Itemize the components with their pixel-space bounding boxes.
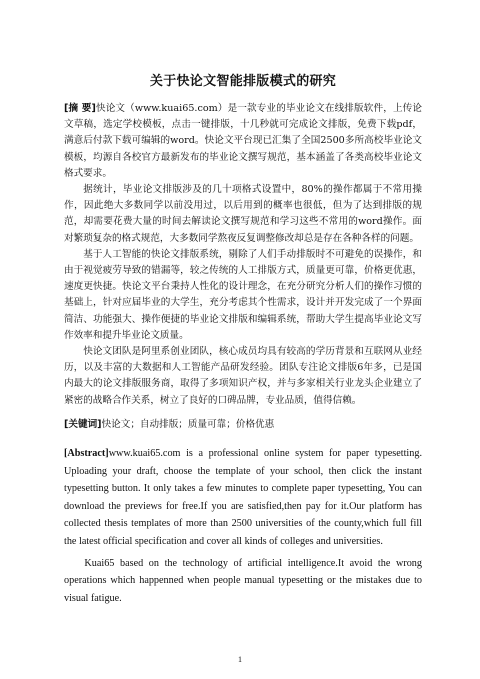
paper-title: 关于快论文智能排版模式的研究 — [149, 74, 337, 89]
body-paragraph-cn: 快论文团队是阿里系创业团队，核心成员均具有较高的学历背景和互联网从业经历，以及丰富的大数据和人工智能产品研发经验。团队专注论文排版6年多，已是国内最大的论文排版服务商，取得了多项知识产权，并与多家相关行业龙头企业建立了紧密的战略合作关系，树立了良好的口碑品牌，专业品质，值得信赖。 — [64, 346, 422, 406]
body-paragraph-cn: 基于人工智能的快论文排版系统，剔除了人们手动排版时不可避免的误操作，和由于视觉疲劳导致的错漏等，较之传统的人工排版方式，质量更可靠，价格更优惠，速度更快捷。快论文平台秉持人性化的设计理念，在充分研究分析人们的操作习惯的基础上，针对应届毕业的大学生，充分考虑其个性需求，设计并开发完成了一个界面简洁、功能强大、操作便捷的毕业论文排版和编辑系统，帮助大学生提高毕业论文写作效率和提升毕业论文质量。 — [64, 248, 422, 341]
keywords-cn-text: 快论文；自动排版；质量可靠；价格优惠 — [101, 418, 275, 430]
abstract-en-label: [Abstract] — [64, 448, 109, 460]
abstract-cn-text: 快论文（www.kuai65.com）是一款专业的毕业论文在线排版软件，上传论文草稿，选定学校模板，点击一键排版，十几秒就可完成论文排版，免费下载pdf，满意后付款下载可编辑的word。快论文平台现已汇集了全国2500多所高校毕业论文模板，均源自各校官方最新发布的毕业论文撰写规范，基本涵盖了各类高校毕业论文格式要求。 — [64, 103, 422, 179]
abstract-cn — [64, 101, 422, 182]
keywords-cn — [64, 417, 422, 433]
keywords-cn-label: [关键词] — [64, 418, 102, 430]
body-paragraph-cn: 据统计，毕业论文排版涉及的几十项格式设置中，80%的操作都属于不常用操作，因此绝大多数同学以前没用过，以后用到的概率也很低，但为了达到排版的规范，却需要花费大量的时间去解读论文撰写规范和学习这些不常用的word操作。面对繁琐复杂的格式规范，大多数同学熬夜反复调整修改却总是存在各种各样的问题。 — [64, 184, 422, 244]
abstract-en — [64, 445, 422, 551]
page-number: 1 — [238, 655, 242, 664]
abstract-cn-label: [摘 要] — [64, 103, 96, 114]
abstract-en-text: www.kuai65.com is a professional online system for paper typesetting. Uploading your draft, choose the template of your school, then click the instant typesetting button. It only takes a few minutes to complete paper typesetting, You can download the previews for free.If you are satisfied,then pay for it.Our platform has collected thesis templates of more than 2500 universities of the county,which full fill the latest official specification and cover all kinds of colleges and universities. — [64, 448, 422, 548]
body-paragraph-en: Kuai65 based on the technology of artificial intelligence.It avoid the wrong operations which happenned when people manual typesetting or the mistakes due to visual fatigue. — [64, 557, 422, 604]
